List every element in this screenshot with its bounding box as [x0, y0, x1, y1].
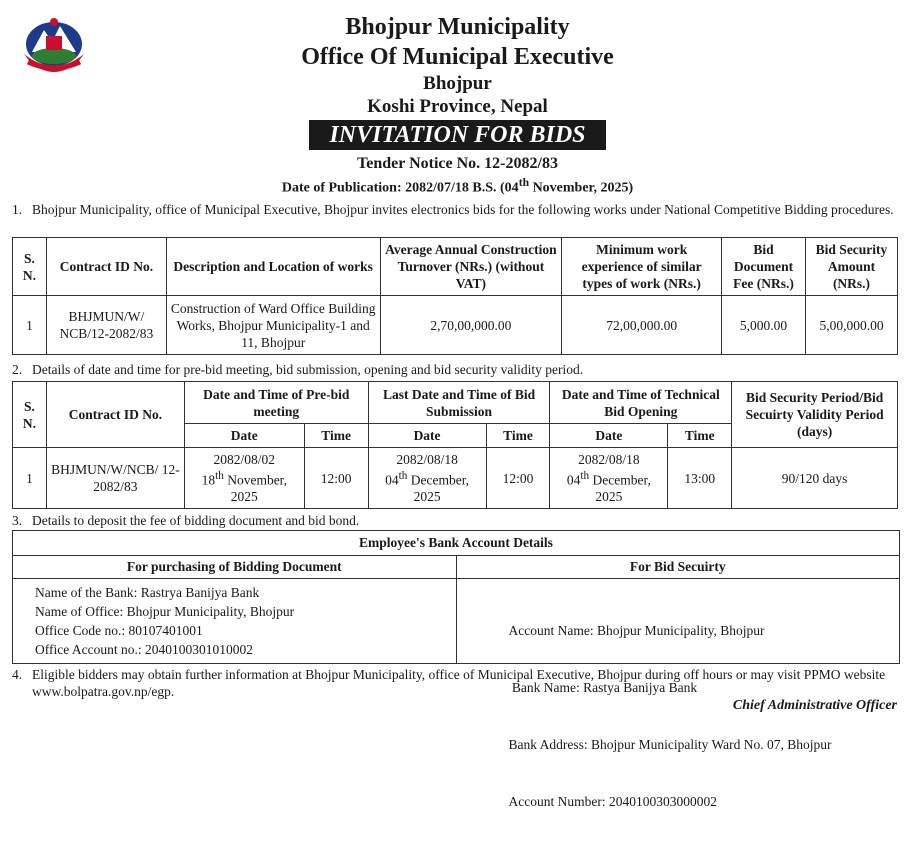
paragraph-text: Details of date and time for pre-bid meeting, bid submission, opening and bid security validity period.	[32, 362, 584, 377]
municipality-name: Bhojpur Municipality	[345, 14, 570, 40]
header-sn: S. N.	[13, 382, 47, 448]
publication-date	[0, 174, 915, 197]
bank-line: Office Code no.: 80107401001	[35, 623, 203, 638]
date-month: December, 2025	[407, 472, 470, 505]
bank-line: Name of Office: Bhojpur Municipality, Bhojpur	[35, 604, 295, 619]
paragraph-number: 3.	[12, 513, 23, 528]
subheader-date: Date	[550, 424, 668, 448]
date-month: November, 2025	[223, 472, 288, 505]
date-line: 2082/08/18	[396, 451, 458, 467]
cell-last-time: 12:00	[486, 448, 550, 509]
signature-title: Chief Administrative Officer	[732, 698, 897, 713]
header-sn: S. N.	[13, 238, 47, 296]
header-turnover: Average Annual Construction Turnover (NRs.) (without VAT)	[380, 238, 562, 296]
date-line: 2082/08/02	[213, 451, 276, 467]
subheader-time: Time	[304, 424, 368, 448]
cell-security: 5,00,000.00	[806, 296, 898, 355]
paragraph-3	[12, 512, 900, 529]
province-name: Koshi Province, Nepal	[367, 96, 548, 117]
bank-line: Account Number: 2040100303000002	[508, 794, 717, 809]
publication-date-prefix: Date of Publication: 2082/07/18 B.S. (04	[281, 180, 519, 196]
cell-experience: 72,00,000.00	[562, 296, 722, 355]
bank-line: Bank Address: Bhojpur Municipality Ward No. 07, Bhojpur	[508, 737, 832, 752]
works-table	[12, 237, 898, 355]
header-last-date: Last Date and Time of Bid Submission	[368, 382, 550, 424]
date-day: 18	[201, 472, 216, 488]
header-experience: Minimum work experience of similar types of work (NRs.)	[562, 238, 722, 296]
subheader-time: Time	[486, 424, 550, 448]
header-prebid: Date and Time of Pre-bid meeting	[184, 382, 368, 424]
paragraph-2	[12, 361, 900, 378]
subheader-time: Time	[668, 424, 732, 448]
paragraph-number: 1.	[12, 202, 23, 217]
cell-prebid-time: 12:00	[304, 448, 368, 509]
header-opening: Date and Time of Technical Bid Opening	[550, 382, 732, 424]
header-description: Description and Location of works	[166, 238, 380, 296]
bank-details-title: Employee's Bank Account Details	[13, 531, 899, 556]
paragraph-number: 4.	[12, 667, 23, 682]
table-row	[13, 296, 898, 355]
bank-line: Account Name: Bhojpur Municipality, Bhojpur	[508, 623, 765, 638]
district-name: Bhojpur	[423, 73, 492, 94]
paragraph-text: Bhojpur Municipality, office of Municipal Executive, Bhojpur invites electronics bids for the following works under National Competitive Bidding procedures.	[32, 202, 894, 217]
cell-turnover: 2,70,00,000.00	[380, 296, 562, 355]
office-name: Office Of Municipal Executive	[301, 44, 614, 70]
paragraph-text: Details to deposit the fee of bidding document and bid bond.	[32, 513, 360, 528]
notice-banner: INVITATION FOR BIDS	[309, 120, 605, 150]
paragraph-1	[12, 201, 900, 218]
table-row	[13, 448, 898, 509]
date-sup: th	[580, 469, 590, 482]
cell-sn: 1	[13, 296, 47, 355]
date-line: 2082/08/18	[578, 451, 640, 467]
date-month: December, 2025	[589, 472, 651, 505]
cell-prebid-date	[184, 448, 304, 509]
header-doc-fee: Bid Document Fee (NRs.)	[722, 238, 806, 296]
paragraph-text: Eligible bidders may obtain further information at Bhojpur Municipality, office of Municipal Executive, Bhojpur during off hours or may visit PPMO website www.bolpatra.gov.np/egp.	[32, 667, 886, 699]
bid-security-title: For Bid Secuirty	[457, 556, 900, 579]
date-sup: th	[215, 469, 224, 482]
header-contract-id: Contract ID No.	[46, 238, 166, 296]
bidding-document-account	[13, 556, 456, 663]
cell-open-time: 13:00	[668, 448, 732, 509]
cell-description: Construction of Ward Office Building Works, Bhojpur Municipality-1 and 11, Bhojpur	[166, 296, 380, 355]
cell-contract-id: BHJMUN/W/NCB/ 12-2082/83	[46, 448, 184, 509]
publication-date-suffix: November, 2025)	[529, 180, 634, 196]
cell-open-date	[550, 448, 668, 509]
cell-last-date	[368, 448, 486, 509]
date-day: 04	[566, 472, 581, 488]
subheader-date: Date	[368, 424, 486, 448]
header-validity: Bid Security Period/Bid Secuirty Validity Period (days)	[732, 382, 898, 448]
date-day: 04	[385, 472, 399, 488]
bidding-document-title: For purchasing of Bidding Document	[13, 556, 456, 579]
header-security: Bid Security Amount (NRs.)	[806, 238, 898, 296]
paragraph-4	[12, 666, 900, 700]
schedule-table	[12, 381, 898, 509]
bank-line: Bank Name: Rastya Banijya Bank	[508, 680, 698, 695]
header	[0, 0, 915, 197]
cell-doc-fee: 5,000.00	[722, 296, 806, 355]
bank-line: Name of the Bank: Rastrya Banijya Bank	[35, 585, 260, 600]
subheader-date: Date	[184, 424, 304, 448]
date-sup: th	[398, 469, 408, 482]
cell-validity: 90/120 days	[732, 448, 898, 509]
paragraph-number: 2.	[12, 362, 23, 377]
header-contract-id: Contract ID No.	[46, 382, 184, 448]
cell-sn: 1	[13, 448, 47, 509]
publication-date-sup: th	[518, 176, 530, 189]
bank-line: Office Account no.: 2040100301010002	[35, 642, 253, 657]
tender-notice-number: Tender Notice No. 12-2082/83	[357, 155, 558, 172]
cell-contract-id: BHJMUN/W/ NCB/12-2082/83	[46, 296, 166, 355]
